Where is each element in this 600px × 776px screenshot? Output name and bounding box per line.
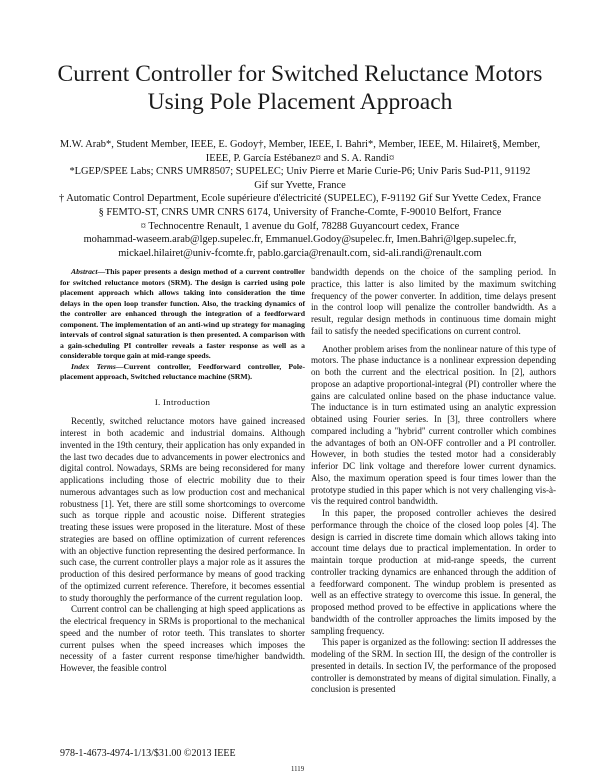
index-terms (60, 362, 305, 383)
index-terms-label: Index Terms (71, 361, 116, 371)
page-number: 1119 (291, 766, 305, 773)
paragraph: Current control can be challenging at high speed applications as the electrical frequency in SRMs is proportional to the mechanical speed and the number of rotor teeth. This translates to shorter current pulses when the speed increases which imposes the necessity of a faster current response time/higher bandwidth. However, the feasible control (60, 604, 305, 673)
paper-title (40, 60, 560, 116)
paragraph: In this paper, the proposed controller achieves the desired performance through the choice of the closed loop poles [4]. The design is carried in discrete time domain which allows taking into account time delays due to practical implementation. In order to maintain torque production at mid-range speeds, the current controller tracking dynamics are enhanced through the addition of a feedforward component. The windup problem is presented as well as an effective strategy to overcome this issue. In general, the proposed method proved to be effective in applications where the bandwidth of the controller approaches the limits imposed by the sampling frequency. (311, 508, 556, 636)
authors-line-1: M.W. Arab*, Student Member, IEEE, E. Godoy†, Member, IEEE, I. Bahri*, Member, IEEE, M. Hilairet§, Member, (59, 139, 541, 150)
affiliation-1: *LGEP/SPEE Labs; CNRS UMR8507; SUPELEC; Univ Pierre et Marie Curie-P6; Univ Paris Sud-P11, 91192 (69, 166, 531, 178)
affiliation-3: § FEMTO-ST, CNRS UMR CNRS 6174, University of Franche-Comte, F-90010 Belfort, France (98, 206, 502, 218)
section-heading-introduction: I. Introduction (154, 396, 211, 407)
authors-line-2: IEEE, P. García Estébanez¤ and S. A. Randi¤ (205, 152, 395, 164)
index-terms-text: —Current controller, Feedforward controller, Pole-placement approach, Switched reluctance machine (SRM). (60, 361, 306, 381)
title-line-1: Current Controller for Switched Reluctance Motors (57, 61, 543, 87)
abstract (60, 267, 305, 362)
affiliation-2: † Automatic Control Department, Ecole supérieure d'électricité (SUPELEC), F-91192 Gif Sur Yvette Cedex, France (59, 193, 541, 205)
abstract-label: Abstract (71, 267, 98, 276)
emails-line-2: mickael.hilairet@univ-fcomte.fr, pablo.garcia@renault.com, sid-ali.randi@renault.com (118, 247, 482, 259)
isbn-footer: 978-1-4673-4974-1/13/$31.00 ©2013 IEEE (60, 748, 236, 759)
paragraph: Another problem arises from the nonlinear nature of this type of motors. The phase inductance is a nonlinear expression depending on both the current and the electrical position. In [2], authors propose an adaptive proportional-integral (PI) controller where the gains are calculated online based on the phase inductance value. The inductance is in turn estimated using an analytic expression obtained using Fourier series. In [3], three controllers where compared including a "hybrid" current controller which combines the advantages of both an ON-OFF controller and a PI controller. However, in both studies the tested motor had a considerably inferior DC link voltage and therefore lower current dynamics. Also, the maximum operation speed is four times lower than the prototype studied in this paper which is not very challenging vis-à-vis the required control bandwidth. (311, 343, 556, 507)
paragraph: This paper is organized as the following: section II addresses the modeling of the SRM. In section III, the design of the controller is presented in details. In section IV, the performance of the proposed controller is demonstrated by means of digital simulation. Finally, a conclusion is presented (311, 637, 556, 695)
emails-line-1: mohammad-waseem.arab@lgep.supelec.fr, Emmanuel.Godoy@supelec.fr, Imen.Bahri@lgep.supelec.fr, (83, 234, 517, 246)
affiliation-4: ¤ Technocentre Renault, 1 avenue du Golf, 78288 Guyancourt cedex, France (140, 220, 460, 232)
left-column (60, 267, 305, 675)
paragraph: bandwidth depends on the choice of the sampling period. In practice, this latter is also limited by the maximum switching frequency of the power converter. In addition, time delays present in the control loop will penalize the controller bandwidth. As a result, regular design methods in continuous time domain might fail to satisfy the needed specifications on current control. (311, 267, 556, 336)
affiliation-1-cont: Gif sur Yvette, France (254, 179, 346, 191)
right-column (311, 267, 556, 696)
author-block (58, 138, 542, 260)
paragraph: Recently, switched reluctance motors have gained increased interest in both academic and industrial domains. Although invented in the 19th century, their application has only expanded in the last two decades due to advancements in power electronics and digital control. Nowadays, SRMs are being reconsidered for many applications including those of electric mobility due to their numerous advantages such as low production cost and mechanical robustness [1]. Yet, there are still some shortcomings to overcome such as torque ripple and acoustic noise. Different strategies treating these issues were proposed in the literature. Most of these strategies are based on offline optimization of current references with an objective function representing the desired performance. In such case, the current controller plays a major role as it assures the production of this desired performance by means of good tracking of the optimized current reference. Therefore, it becomes essential to study thoroughly the performance of the current regulation loop. (60, 416, 305, 603)
title-line-2: Using Pole Placement Approach (147, 89, 453, 115)
abstract-text: —This paper presents a design method of a current controller for switched reluctance motors (SRM). The design is carried using pole placement approach which allows taking into consideration the time delays in the open loop transfer function. Also, the tracking dynamics of the controller are enhanced through the integration of a feedforward component. The implementation of an anti-wind up strategy for managing intervals of control signal saturation is then presented. A comparison with a gain-scheduling PI controller reveals a faster response as well as a considerable torque gain at mid-range speeds. (60, 267, 305, 360)
